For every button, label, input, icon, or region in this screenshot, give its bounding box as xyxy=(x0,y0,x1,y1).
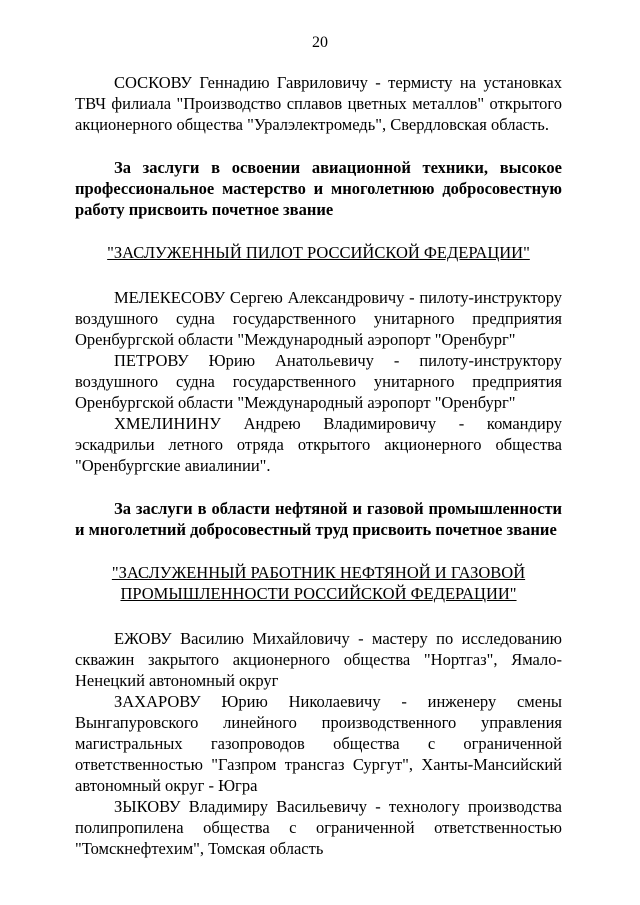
award-heading-aviation: За заслуги в освоении авиационной техники, высокое профессиональное мастерство и многолетнюю добросовестную работу присвоить почетное звание xyxy=(75,158,562,219)
award-paragraph-petrov: ПЕТРОВУ Юрию Анатольевичу - пилоту-инструктору воздушного судна государственного унитарного предприятия Оренбургской области "Международный аэропорт "Оренбург" xyxy=(75,351,562,412)
title-honored-oil-gas-worker-line1: "ЗАСЛУЖЕННЫЙ РАБОТНИК НЕФТЯНОЙ И ГАЗОВОЙ xyxy=(111,563,526,582)
title-honored-pilot: "ЗАСЛУЖЕННЫЙ ПИЛОТ РОССИЙСКОЙ ФЕДЕРАЦИИ" xyxy=(107,243,530,262)
award-paragraph-zakharov: ЗАХАРОВУ Юрию Николаевичу - инженеру смены Вынгапуровского линейного производственного управления магистральных газопроводов общества с ограниченной ответственностью "Газпром трансгаз Сургут", Ханты-Мансийский автономный округ - Югра xyxy=(75,692,562,795)
title-honored-oil-gas-worker-line2: ПРОМЫШЛЕННОСТИ РОССИЙСКОЙ ФЕДЕРАЦИИ" xyxy=(120,584,517,603)
document-body xyxy=(75,72,562,859)
award-heading-oil-gas: За заслуги в области нефтяной и газовой промышленности и многолетний добросовестный труд присвоить почетное звание xyxy=(75,499,562,539)
award-paragraph-melekesov: МЕЛЕКЕСОВУ Сергею Александровичу - пилоту-инструктору воздушного судна государственного унитарного предприятия Оренбургской области "Международный аэропорт "Оренбург" xyxy=(75,288,562,349)
award-paragraph-khmelinin: ХМЕЛИНИНУ Андрею Владимировичу - командиру эскадрильи летного отряда открытого акционерного общества "Оренбургские авиалинии". xyxy=(75,414,562,475)
award-paragraph-soskov: СОСКОВУ Геннадию Гавриловичу - термисту на установках ТВЧ филиала "Производство сплавов цветных металлов" открытого акционерного общества "Уралэлектромедь", Свердловская область. xyxy=(75,73,562,134)
page-number: 20 xyxy=(312,34,328,51)
award-paragraph-zykov: ЗЫКОВУ Владимиру Васильевичу - технологу производства полипропилена общества с ограниченной ответственностью "Томскнефтехим", Томская область xyxy=(75,797,562,858)
award-paragraph-ezhov: ЕЖОВУ Василию Михайловичу - мастеру по исследованию скважин закрытого акционерного общества "Нортгаз", Ямало-Ненецкий автономный округ xyxy=(75,629,562,690)
